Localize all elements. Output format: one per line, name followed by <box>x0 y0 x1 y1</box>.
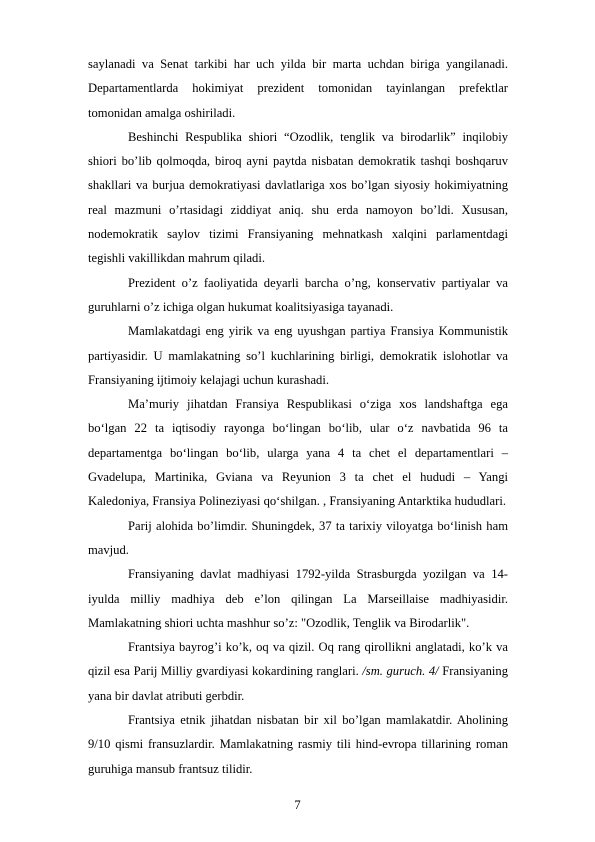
flag-text-before: Frantsiya bayrog’i ko’k, oq va qizil. Oq rang qirollikni anglatadi, ko’k va qizil esa Parij Milliy gvardiyasi kokardining ranglari. <box>88 640 508 679</box>
paragraph-communist-party: Mamlakatdagi eng yirik va eng uyushgan partiya Fransiya Kommunistik partiyasidir. U mamlakatning so’l kuchlarining birligi, demokratik islohotlar va Fransiyaning ijtimoiy kelajagi uchun kurashadi. <box>88 324 508 387</box>
figure-reference: /sm. guruch. 4/ <box>362 664 439 679</box>
paragraph-anthem: Fransiyaning davlat madhiyasi 1792-yilda Strasburgda yozilgan va 14-iyulda milliy madhiya deb e’lon qilingan La Marseillaise madhiyasidir. Mamlakatning shiori uchta mashhur so’z: "Ozodlik, Tenglik va Birodarlik". <box>88 567 508 630</box>
paragraph-motto: Beshinchi Respublika shiori “Ozodlik, tenglik va birodarlik” inqilobiy shiori bo’lib qolmoqda, biroq ayni paytda nisbatan demokratik tashqi boshqaruv shakllari va burjua demokratiyasi davlatlariga xos bo’lgan siyosiy hokimiyatning real mazmuni o’rtasidagi ziddiyat aniq. shu erda namoyon bo’ldi. Xususan, nodemokratik saylov tizimi Fransiyaning mehnatkash xalqini parlamentdagi tegishli vakillikdan mahrum qiladi. <box>88 129 508 266</box>
page-number: 7 <box>294 798 301 812</box>
paragraph-ethnic: Frantsiya etnik jihatdan nisbatan bir xil bo’lgan mamlakatdir. Aholining 9/10 qismi fransuzlardir. Mamlakatning rasmiy tili hind-evropa tillarining roman guruhiga mansub frantsuz tilidir. <box>88 713 508 776</box>
flag-text-after: Fransiyaning yana bir davlat atributi gerbdir. <box>88 664 509 703</box>
paragraph-flag <box>88 635 508 708</box>
paragraph-senate: saylanadi va Senat tarkibi har uch yilda bir marta uchdan biriga yangilanadi. Departamentlarda hokimiyat prezident tomonidan tayinlangan prefektlar tomonidan amalga oshiriladi. <box>88 57 508 120</box>
paragraph-paris: Parij alohida bo’limdir. Shuningdek, 37 ta tarixiy viloyatga bo‘linish ham mavjud. <box>88 518 508 557</box>
paragraph-president: Prezident o’z faoliyatida deyarli barcha o’ng, konservativ partiyalar va guruhlarni o’z ichiga olgan hukumat koalitsiyasiga tayanadi. <box>88 275 508 314</box>
paragraph-administrative: Ma’muriy jihatdan Fransiya Respublikasi o‘ziga xos landshaftga ega bo‘lgan 22 ta iqtisodiy rayonga bo‘lingan bo‘lib, ular o‘z navbatida 96 ta departamentga bo‘lingan bo‘lib, ularga yana 4 ta chet el departamentlari – Gvadelupa, Martinika, Gviana va Reyunion 3 ta chet el hududi – Yangi Kaledoniya, Fransiya Polineziyasi qo‘shilgan. , Fransiyaning Antarktika hududlari. <box>88 397 508 509</box>
document-page <box>88 52 508 781</box>
